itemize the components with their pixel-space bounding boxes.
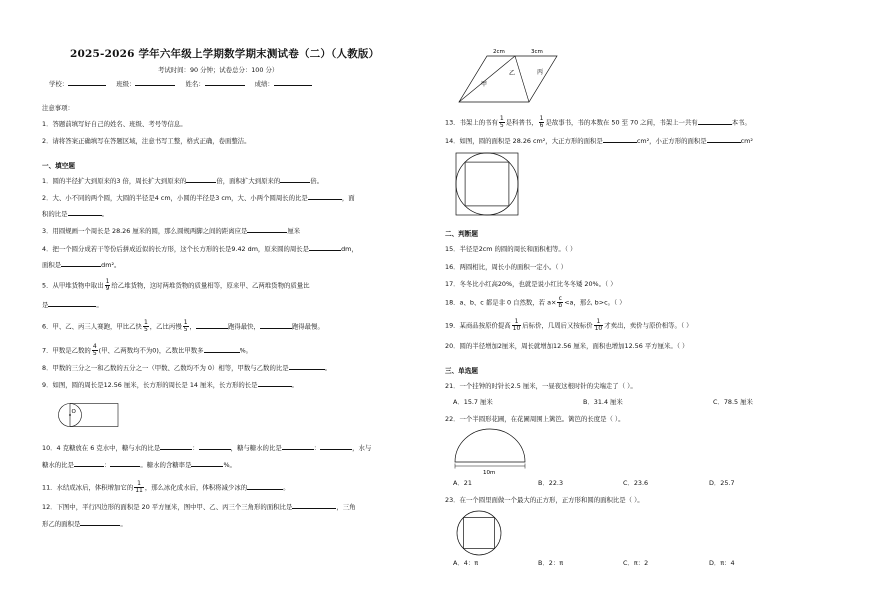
q6-text: 跑得最快， <box>227 322 260 331</box>
option-d[interactable]: D．π：4 <box>709 559 735 567</box>
q5-text: 。 <box>96 301 103 309</box>
question-3 <box>42 227 300 236</box>
inscribed-square-shape <box>463 517 494 548</box>
question-5-cont <box>42 301 103 310</box>
question-13 <box>445 116 751 129</box>
divider-line <box>515 56 529 102</box>
square-circle-square-figure <box>455 152 519 216</box>
q14-text: 14．如图，圆的面积是 28.26 cm²，大正方形的面积是 <box>445 137 603 145</box>
q19-text: 才卖出，卖价与原价相等。（ ） <box>604 321 693 330</box>
q3-text: 厘米 <box>287 227 301 235</box>
question-4 <box>42 245 358 254</box>
exam-title: 2025-2026 学年六年级上学期数学期末测试卷（二）（人教版） <box>70 48 380 60</box>
answer-blank[interactable] <box>707 137 741 143</box>
q19-text: 19．某商品按原价提高 <box>445 321 511 330</box>
answer-blank[interactable] <box>309 245 341 251</box>
fraction: $\frac{1}{11}$ <box>135 480 143 494</box>
question-4-cont <box>42 261 120 270</box>
fraction: $\frac{1}{5}$ <box>183 319 188 333</box>
q12-text: 12．下图中，平行四边形的面积是 20 平方厘米，图中甲、乙、丙三个三角形的面积比是 <box>42 503 293 511</box>
answer-blank[interactable] <box>260 323 292 329</box>
student-info-row <box>49 80 312 89</box>
q2-text: ，面 <box>341 194 355 202</box>
q4-text: dm²。 <box>101 261 121 269</box>
q14-text: cm²，小正方形的面积是 <box>636 137 707 145</box>
answer-blank[interactable] <box>308 194 342 200</box>
answer-blank[interactable] <box>292 503 336 509</box>
answer-blank[interactable] <box>186 177 216 183</box>
note-item: 2．请将答案正确填写在答题区域，注意书写工整，格式正确，卷面整洁。 <box>42 137 251 145</box>
semicircle-figure <box>453 428 529 476</box>
q12-text: 形乙的面积是 <box>42 520 81 528</box>
answer-blank[interactable] <box>48 301 96 307</box>
q4-text: dm， <box>341 245 358 253</box>
rectangle-shape <box>70 404 118 427</box>
note-item: 1．答题前填写好自己的姓名、班级、考号等信息。 <box>42 120 187 128</box>
option-c[interactable]: C．π：2 <box>623 559 649 567</box>
section-heading-judge: 二、判断题 <box>445 230 478 238</box>
answer-blank[interactable] <box>160 444 192 450</box>
circle-rectangle-figure <box>44 400 124 430</box>
q5-text: 5．从甲堆货物中取出 <box>42 281 104 290</box>
answer-blank[interactable] <box>80 520 120 526</box>
question-23: 23．在一个圆里面做一个最大的正方形，正方形和圆的面积比是（ ）。 <box>445 496 644 504</box>
length-label-2cm: 2cm <box>493 49 505 55</box>
q10-text: ： <box>192 444 199 452</box>
semicircle-shape <box>455 429 525 462</box>
q6-text: 6．甲、乙、丙三人赛跑，甲比乙快 <box>42 322 142 331</box>
question-16: 16．两圆相比，周长小的面积一定小。（ ） <box>445 263 567 271</box>
q8-text: 8．甲数的三分之一和乙数的五分之一（甲数、乙数均不为 0）相等，甲数与乙数的比是 <box>42 364 289 372</box>
q12-text: 。 <box>120 520 127 528</box>
fraction: $\frac{1}{6}$ <box>539 115 544 129</box>
q6-text: ，乙比丙慢 <box>149 322 182 331</box>
question-11 <box>42 481 290 494</box>
q4-text: 4．把一个圆分成若干等份后拼成近似的长方形，这个长方形的长是9.42 dm，原来圆的周长是 <box>42 245 310 253</box>
fraction: $\frac{1}{9}$ <box>105 278 110 292</box>
q10-text: 10．4 克糖放在 6 克水中，糖与水的比是 <box>42 444 161 452</box>
answer-blank[interactable] <box>61 261 101 267</box>
class-blank[interactable] <box>135 80 175 86</box>
q11-text: 11．水结成冰后，体积增加它的 <box>42 483 134 492</box>
q5-text: 是 <box>42 301 49 309</box>
q11-text: 。 <box>283 483 290 492</box>
q1-text: 倍，面积扩大到原来的 <box>216 177 281 185</box>
answer-blank[interactable] <box>204 347 240 353</box>
question-9 <box>42 381 298 390</box>
q10-text: ，糖与糖水的比是 <box>230 444 282 452</box>
option-b[interactable]: B．22.3 <box>538 479 564 487</box>
question-1 <box>42 177 323 186</box>
q8-text: 。 <box>324 364 332 372</box>
q7-text: 7．甲数是乙数的 <box>42 346 91 355</box>
question-18 <box>445 296 626 309</box>
q9-text: 。 <box>291 381 298 389</box>
question-8 <box>42 364 331 373</box>
option-d[interactable]: D．25.7 <box>709 479 735 487</box>
q10-text: ： <box>313 444 321 452</box>
answer-blank[interactable] <box>282 444 314 450</box>
answer-blank[interactable] <box>110 461 140 467</box>
q13-text: 13．书架上的书有 <box>445 118 498 127</box>
question-12-cont <box>42 520 127 529</box>
question-5 <box>42 279 310 292</box>
option-c[interactable]: C．78.5 厘米 <box>713 398 753 406</box>
question-19 <box>445 319 693 332</box>
question-20: 20．圆的半径增加2厘米，周长就增加12.56 厘米，面积也增加12.56 平方厘米。（ ） <box>445 342 689 350</box>
q3-text: 3．用圆规画一个周长是 28.26 厘米的圆，那么圆规两脚之间的距离应是 <box>42 227 248 235</box>
notes-heading: 注意事项： <box>42 104 74 112</box>
q6-text: ， <box>189 322 196 331</box>
question-7 <box>42 344 252 357</box>
q13-text: 本书。 <box>731 118 751 127</box>
answer-blank[interactable] <box>280 177 310 183</box>
q2-text: 2．大、小不同的两个圆，大圆的半径是4 cm，小圆的半径是3 cm，大、小两个圆周长的比是 <box>42 194 308 202</box>
q6-text: 跑得最慢。 <box>291 322 324 331</box>
divider-line <box>459 56 515 102</box>
q10-text: ，水与 <box>352 444 372 452</box>
q1-text: 倍。 <box>310 177 324 185</box>
q7-text: %。 <box>239 346 253 355</box>
question-6 <box>42 320 324 333</box>
option-b[interactable]: B．31.4 厘米 <box>583 398 623 406</box>
q1-text: 1．圆的半径扩大到原来的3 倍，周长扩大到原来的 <box>42 177 187 185</box>
q13-text: 是故事书，书的本数在 50 至 70 之间，书架上一共有 <box>545 118 698 127</box>
score-label: 成绩： <box>254 80 274 88</box>
triangle-label-bing: 丙 <box>537 69 544 76</box>
q18-text: <a，那么 b>c。（ ） <box>564 298 626 307</box>
question-21: 21．一个挂钟的时针长2.5 厘米，一昼夜这根时针的尖端走了（ ）。 <box>445 382 637 390</box>
option-b[interactable]: B．2：π <box>538 559 564 567</box>
small-square-shape <box>465 162 509 206</box>
question-14 <box>445 137 753 146</box>
q18-text: 18．a、b、c 都是非 0 自然数，若 a× <box>445 298 557 307</box>
fraction: $\frac{1}{10}$ <box>512 318 521 332</box>
fraction: $\frac{4}{5}$ <box>92 343 97 357</box>
q2-text: 积的比是 <box>42 210 68 218</box>
circle-square-figure <box>455 509 503 557</box>
question-2-cont <box>42 210 108 219</box>
section-heading-fill: 一、填空题 <box>42 162 75 170</box>
q11-text: ，那么冰化成水后，体积将减少冰的 <box>144 483 248 492</box>
answer-blank[interactable] <box>603 137 637 143</box>
triangle-label-jia: 甲 <box>481 81 488 88</box>
option-a[interactable]: A．4：π <box>453 559 479 567</box>
q12-text: ，三角 <box>336 503 356 511</box>
q13-text: 是科普书， <box>505 118 538 127</box>
question-15: 15．半径是2cm 的圆的周长和面积相等。（ ） <box>445 245 577 253</box>
answer-blank[interactable] <box>74 461 104 467</box>
answer-blank[interactable] <box>698 119 732 125</box>
answer-blank[interactable] <box>258 381 292 387</box>
answer-blank[interactable] <box>247 484 283 490</box>
length-label-3cm: 3cm <box>531 49 543 55</box>
q10-text: 。糖水的含糖率是 <box>140 461 192 469</box>
school-blank[interactable] <box>68 80 106 86</box>
answer-blank[interactable] <box>289 364 325 370</box>
fraction: $\frac{c}{b}$ <box>558 295 563 309</box>
question-17: 17．冬冬比小红高20%，也就是说小红比冬冬矮 20%。（ ） <box>445 280 617 288</box>
question-10 <box>42 444 371 453</box>
q9-text: 9．如图，圆的周长是12.56 厘米，长方形的周长是 14 厘米，长方形的长是 <box>42 381 258 389</box>
q19-text: 后标价，几周后又按标价 <box>522 321 593 330</box>
q10-text: ： <box>103 461 111 469</box>
q4-text: 面积是 <box>42 261 62 269</box>
answer-blank[interactable] <box>247 227 287 233</box>
class-label: 班级： <box>116 80 136 88</box>
answer-blank[interactable] <box>196 323 228 329</box>
option-c[interactable]: C．23.6 <box>623 479 649 487</box>
q10-text: %。 <box>223 461 236 469</box>
fraction: $\frac{1}{5}$ <box>143 319 148 333</box>
q14-text: cm² <box>740 137 753 145</box>
triangle-label-yi: 乙 <box>509 70 516 77</box>
question-2 <box>42 194 355 203</box>
diameter-label: 10m <box>483 470 496 476</box>
q7-text: (甲、乙两数均不为0)，乙数比甲数多 <box>98 346 204 355</box>
option-a[interactable]: A．21 <box>453 479 472 487</box>
parallelogram-figure <box>457 44 567 106</box>
school-label: 学校： <box>49 80 69 88</box>
question-12 <box>42 503 356 512</box>
question-22: 22．一个半圆形花圃，在花圃周围上篱笆。篱笆的长度是（ ）。 <box>445 415 625 423</box>
center-label: O <box>71 409 76 415</box>
answer-blank[interactable] <box>68 210 102 216</box>
parallelogram-shape <box>459 56 557 102</box>
question-10-cont <box>42 461 236 470</box>
answer-blank[interactable] <box>191 461 223 467</box>
fraction: $\frac{1}{10}$ <box>594 318 603 332</box>
q5-text: 给乙堆货物，这时两堆货物的质量相等，原来甲、乙两堆货物的质量比 <box>111 281 310 290</box>
option-a[interactable]: A．15.7 厘米 <box>453 398 493 406</box>
fraction: $\frac{1}{5}$ <box>499 115 504 129</box>
section-heading-choice: 三、单选题 <box>445 367 478 375</box>
q10-text: 糖水的比是 <box>42 461 74 469</box>
score-blank[interactable] <box>274 80 312 86</box>
name-label: 姓名： <box>185 80 205 88</box>
name-blank[interactable] <box>205 80 245 86</box>
q2-text: 。 <box>101 210 108 218</box>
answer-blank[interactable] <box>199 444 231 450</box>
answer-blank[interactable] <box>320 444 352 450</box>
exam-subtitle: 考试时间：90 分钟；试卷总分：100 分） <box>158 66 279 74</box>
